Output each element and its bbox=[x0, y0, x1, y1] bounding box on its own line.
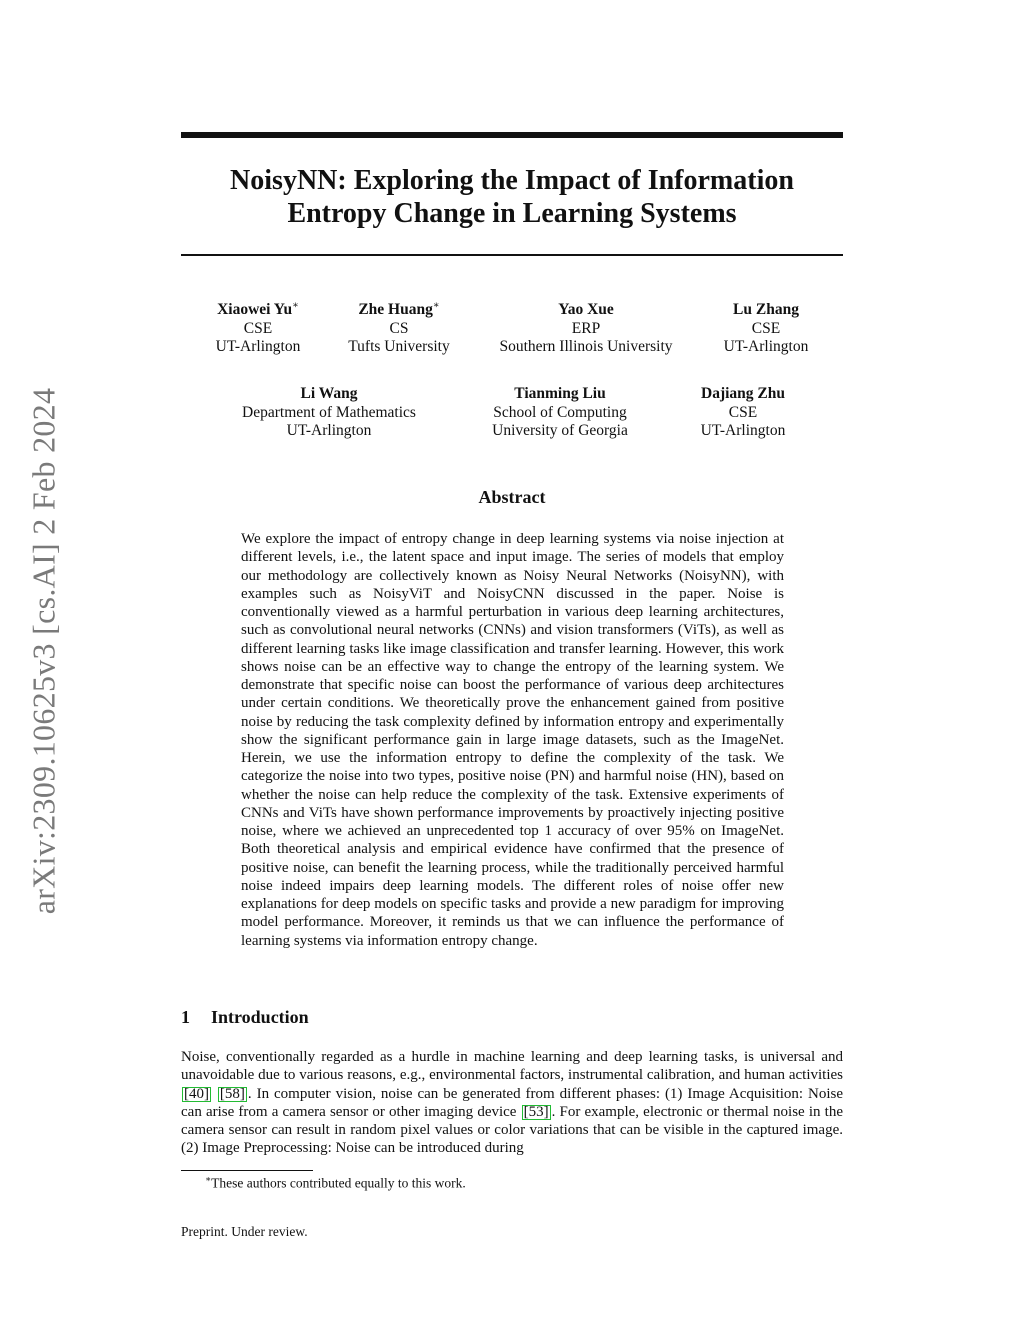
author-block bbox=[348, 301, 449, 357]
equal-contribution-mark: ∗ bbox=[432, 299, 440, 311]
arxiv-identifier-stamp: arXiv:2309.10625v3 [cs.AI] 2 Feb 2024 bbox=[25, 387, 62, 915]
equal-contribution-mark: ∗ bbox=[292, 299, 299, 311]
author-block bbox=[701, 385, 786, 441]
author-department: CS bbox=[389, 319, 409, 337]
author-block bbox=[492, 385, 628, 441]
author-department: CSE bbox=[243, 319, 273, 337]
intro-text-segment: Noise, conventionally regarded as a hurdle in machine learning and deep learning tasks, is universal and unavoidable due to various reasons, e.g., environmental factors, instrumental calibration, and human activities bbox=[181, 1049, 843, 1084]
intro-text-segment: . In computer vision, noise can be generated from different phases: (1) Image Acquisition: Noise can arise from a camera sensor or other imaging device bbox=[181, 1085, 843, 1120]
author-name: Li Wang bbox=[300, 385, 358, 402]
title-bottom-rule bbox=[181, 254, 843, 256]
author-affiliation: UT-Arlington bbox=[700, 422, 786, 439]
citation-link[interactable]: [53] bbox=[523, 1103, 549, 1120]
author-name: Xiaowei Yu bbox=[217, 301, 293, 318]
section-heading-introduction bbox=[181, 1007, 309, 1028]
footnote-rule bbox=[181, 1170, 313, 1171]
abstract-heading: Abstract bbox=[478, 487, 546, 507]
author-name: Lu Zhang bbox=[733, 301, 799, 318]
footnote-text: These authors contributed equally to this work. bbox=[211, 1175, 466, 1191]
author-affiliation: Southern Illinois University bbox=[499, 338, 673, 355]
introduction-paragraph bbox=[181, 1048, 843, 1158]
author-department: Department of Mathematics bbox=[242, 403, 416, 421]
intro-text-segment: . For example, electronic or thermal noise in the camera sensor can result in random pixel values or color variations that can be visible in the captured image. (2) Image Preprocessing: Noise can be introduced during bbox=[181, 1103, 843, 1157]
author-name: Tianming Liu bbox=[514, 385, 606, 402]
author-block bbox=[499, 301, 672, 357]
section-title: Introduction bbox=[211, 1007, 309, 1027]
citation-link[interactable]: [40] bbox=[184, 1085, 209, 1102]
citation-link[interactable]: [58] bbox=[219, 1085, 245, 1102]
author-name: Zhe Huang bbox=[358, 301, 433, 318]
author-block bbox=[242, 385, 416, 441]
author-affiliation: UT-Arlington bbox=[723, 338, 809, 355]
author-department: School of Computing bbox=[493, 403, 627, 421]
preprint-notice: Preprint. Under review. bbox=[181, 1224, 308, 1239]
author-block bbox=[216, 301, 301, 357]
author-affiliation: Tufts University bbox=[348, 338, 450, 355]
section-number: 1 bbox=[181, 1007, 190, 1027]
paper-title: NoisyNN: Exploring the Impact of Information Entropy Change in Learning Systems bbox=[230, 165, 794, 229]
abstract-text: We explore the impact of entropy change in deep learning systems via noise injection at different levels, i.e., the latent space and input image. The series of models that employ our methodology are collectively known as Noisy Neural Networks (NoisyNN), with examples such as NoisyViT and NoisyCNN discussed in the paper. Noise is conventionally viewed as a harmful perturbation in various deep learning architectures, such as convolutional neural networks (CNNs) and vision transformers (ViTs), as well as different learning tasks like image classification and transfer learning. However, this work shows noise can be an effective way to change the entropy of the learning system. We demonstrate that specific noise can boost the performance of various deep architectures under certain conditions. We theoretically prove the enhancement gained from positive noise by reducing the task complexity defined by information entropy and experimentally show the significant performance gain in large image datasets, such as the ImageNet. Herein, we use the information entropy to define the complexity of the task. We categorize the noise into two types, positive noise (PN) and harmful noise (HN), based on whether the noise can help reduce the complexity of the task. Extensive experiments of CNNs and ViTs have shown performance improvements by proactively injecting positive noise, where we achieved an unprecedented top 1 accuracy of over 95% on ImageNet. Both theoretical analysis and empirical evidence have confirmed that the presence of positive noise, can benefit the learning process, while the traditionally perceived harmful noise indeed impairs deep learning models. The different roles of noise offer new explanations for deep models on specific tasks and provide a new paradigm for improving model performance. Moreover, it reminds us that we can influence the performance of learning systems via information entropy change. bbox=[241, 531, 784, 949]
footnote-mark: ∗ bbox=[205, 1174, 212, 1184]
author-department: CSE bbox=[751, 319, 781, 337]
author-affiliation: UT-Arlington bbox=[286, 422, 372, 439]
author-department: ERP bbox=[571, 319, 601, 337]
footnote bbox=[205, 1174, 466, 1192]
author-block bbox=[724, 301, 809, 357]
author-name: Yao Xue bbox=[558, 301, 614, 318]
author-affiliation: University of Georgia bbox=[492, 422, 628, 439]
author-department: CSE bbox=[728, 403, 758, 421]
author-name: Dajiang Zhu bbox=[701, 385, 785, 402]
title-top-rule bbox=[181, 132, 843, 138]
author-affiliation: UT-Arlington bbox=[215, 338, 301, 355]
